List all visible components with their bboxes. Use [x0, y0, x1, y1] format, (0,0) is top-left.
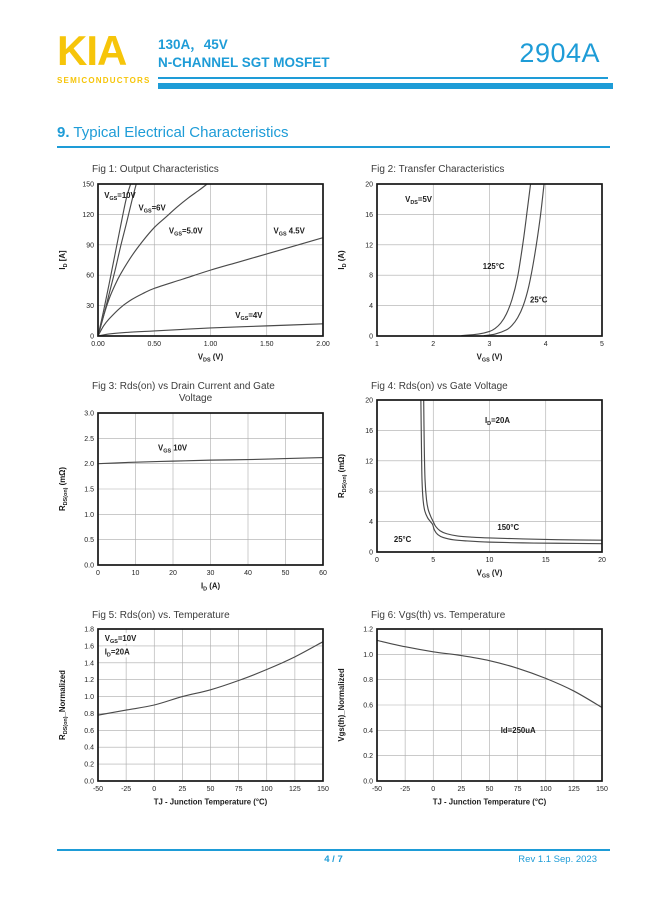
y-axis-label: $R_{DS(on)}$ (mΩ) — [337, 453, 348, 499]
x-axis-label: $V_{DS}$ (V) — [197, 352, 224, 363]
svg-text:0: 0 — [431, 786, 436, 793]
chart-vgsth-vs-temperature — [335, 622, 614, 818]
svg-text:-25: -25 — [400, 786, 411, 793]
annotation: 25°C — [393, 535, 412, 545]
chart-rdson-vs-temperature — [56, 622, 335, 818]
figure-rdson-vs-drain-current — [56, 381, 335, 602]
svg-text:4: 4 — [369, 519, 373, 527]
y-axis-label: $I_D$ (A) — [337, 249, 348, 270]
svg-text:5: 5 — [600, 340, 604, 348]
svg-text:1.0: 1.0 — [84, 511, 94, 519]
svg-text:1.4: 1.4 — [84, 660, 94, 668]
svg-text:0.8: 0.8 — [363, 677, 373, 685]
figure-title-line: Fig 1: Output Characteristics — [92, 164, 219, 175]
svg-text:-50: -50 — [371, 786, 383, 793]
svg-text:1: 1 — [375, 340, 379, 348]
svg-text:12: 12 — [365, 458, 373, 466]
svg-text:90: 90 — [86, 241, 94, 249]
svg-text:20: 20 — [598, 557, 606, 564]
svg-text:150: 150 — [596, 786, 608, 793]
revision-label: Rev 1.1 Sep. 2023 — [518, 854, 597, 865]
figure-title — [56, 164, 335, 177]
grid — [377, 184, 602, 336]
tick-labels — [363, 627, 608, 794]
series-curve — [98, 184, 136, 336]
figure-title — [335, 610, 614, 623]
svg-text:12: 12 — [365, 241, 373, 249]
svg-text:1.0: 1.0 — [363, 651, 373, 659]
annotation: $I_D=20A$ — [104, 647, 130, 659]
page-number: 4 / 7 — [324, 854, 343, 865]
svg-text:10: 10 — [131, 569, 140, 577]
kia-logo-text: KIA — [57, 27, 127, 74]
svg-text:0.0: 0.0 — [363, 778, 373, 786]
figure-vgsth-vs-temperature — [335, 610, 614, 819]
device-summary — [158, 36, 330, 72]
svg-text:0.6: 0.6 — [84, 727, 94, 735]
svg-text:1.00: 1.00 — [203, 340, 218, 348]
svg-text:0.5: 0.5 — [84, 536, 94, 544]
svg-text:30: 30 — [86, 302, 94, 310]
svg-text:2.5: 2.5 — [84, 435, 94, 443]
device-type: N-CHANNEL SGT MOSFET — [158, 55, 330, 71]
svg-text:25: 25 — [457, 786, 466, 793]
y-axis-label: $R_{DS(on)}$ (mΩ) — [58, 466, 69, 511]
annotation: $V_{GS}=10V$ — [104, 190, 136, 202]
y-axis-label: $I_D$ [A] — [58, 249, 69, 270]
figure-transfer-characteristics — [335, 164, 614, 373]
annotation: 25°C — [530, 295, 548, 305]
svg-text:15: 15 — [541, 557, 550, 564]
figure-title-line: Fig 6: Vgs(th) vs. Temperature — [371, 609, 506, 621]
svg-text:25: 25 — [178, 786, 187, 793]
svg-text:16: 16 — [365, 211, 373, 219]
svg-text:0.6: 0.6 — [363, 702, 373, 710]
tick-labels — [82, 181, 330, 348]
svg-text:10: 10 — [485, 557, 494, 564]
figure-rdson-vs-temperature — [56, 610, 335, 819]
svg-text:4: 4 — [543, 340, 548, 348]
svg-text:1.2: 1.2 — [84, 677, 94, 685]
section-number: 9. — [57, 124, 70, 141]
figure-title-line: Voltage — [178, 393, 213, 404]
y-axis-label: $R_{DS(on)}\_Normalized$ — [58, 670, 69, 740]
header-rule-thick — [158, 83, 613, 89]
svg-text:0: 0 — [90, 333, 94, 340]
chart-transfer-characteristics — [335, 177, 614, 373]
annotation: $V_{GS}=5.0V$ — [168, 226, 203, 238]
svg-text:0: 0 — [96, 569, 100, 577]
tick-labels — [84, 410, 327, 577]
svg-text:3: 3 — [487, 340, 492, 348]
x-axis-label: $V_{GS}$ (V) — [476, 352, 503, 363]
svg-text:4: 4 — [369, 302, 373, 310]
svg-text:-25: -25 — [121, 786, 132, 793]
svg-text:1.50: 1.50 — [259, 340, 274, 348]
svg-text:150: 150 — [82, 181, 94, 188]
figure-title — [335, 381, 614, 394]
svg-text:0.00: 0.00 — [91, 340, 105, 348]
section-title: Typical Electrical Characteristics — [69, 124, 289, 141]
svg-text:75: 75 — [234, 786, 243, 793]
svg-text:0.4: 0.4 — [84, 744, 94, 752]
chart-rdson-vs-drain-current — [56, 406, 335, 602]
kia-logo-subtext: SEMICONDUCTORS — [57, 76, 151, 85]
annotation: $V_{GS}=10V$ — [104, 633, 137, 645]
figure-title-line: Fig 3: Rds(on) vs Drain Current and Gate — [92, 380, 275, 392]
series-curve — [484, 184, 544, 336]
svg-text:20: 20 — [169, 569, 177, 577]
svg-text:1.6: 1.6 — [84, 643, 94, 651]
svg-text:50: 50 — [206, 786, 215, 793]
svg-text:125: 125 — [568, 786, 580, 793]
annotation: $V_{GS}=4V$ — [235, 310, 263, 322]
annotation: $V_{GS}$ 10V — [158, 442, 188, 454]
svg-text:0.4: 0.4 — [363, 727, 373, 735]
svg-text:125: 125 — [289, 786, 301, 793]
x-axis-label: $I_D$ (A) — [200, 581, 221, 592]
svg-text:0.0: 0.0 — [84, 562, 94, 569]
figure-output-characteristics — [56, 164, 335, 373]
x-axis-label: TJ - Junction Temperature (°C) — [153, 797, 268, 807]
svg-text:20: 20 — [365, 181, 373, 188]
kia-logo — [57, 27, 167, 85]
svg-text:8: 8 — [369, 488, 373, 496]
figure-title — [56, 381, 335, 406]
svg-text:2: 2 — [431, 340, 436, 348]
annotation: $V_{GS}=6V$ — [138, 202, 166, 214]
figure-title-line: Fig 2: Transfer Characteristics — [371, 164, 505, 175]
y-axis-label: Vgs(th)_Normalized — [337, 668, 346, 742]
figure-title-line: Fig 5: Rds(on) vs. Temperature — [92, 609, 230, 621]
svg-text:-50: -50 — [92, 786, 104, 793]
figure-title — [335, 164, 614, 177]
svg-text:1.0: 1.0 — [84, 694, 94, 702]
svg-text:2.0: 2.0 — [84, 460, 94, 468]
x-axis-label: TJ - Junction Temperature (°C) — [432, 797, 547, 807]
svg-text:0.50: 0.50 — [147, 340, 162, 348]
x-axis-label: $V_{GS}$ (V) — [476, 568, 503, 580]
footer-rule — [57, 849, 610, 851]
svg-text:0: 0 — [375, 557, 379, 564]
annotation: Id=250uA — [500, 725, 536, 735]
svg-text:60: 60 — [86, 272, 94, 280]
device-rating: 130A，45V — [158, 37, 228, 52]
svg-text:16: 16 — [365, 427, 373, 435]
annotation: $V_{DS}=5V$ — [405, 194, 433, 206]
svg-text:0: 0 — [152, 786, 157, 793]
series-curve — [424, 400, 602, 540]
svg-text:1.8: 1.8 — [84, 626, 94, 634]
svg-text:75: 75 — [513, 786, 522, 793]
figure-rdson-vs-gate-voltage — [335, 381, 614, 602]
svg-text:8: 8 — [369, 272, 373, 280]
annotation: $I_D=20A$ — [485, 415, 510, 427]
svg-text:0: 0 — [369, 549, 373, 557]
figures-grid — [56, 164, 614, 818]
grid — [98, 184, 323, 336]
annotation: 125°C — [482, 261, 505, 271]
svg-text:20: 20 — [365, 397, 373, 405]
part-number: 2904A — [519, 38, 600, 68]
grid — [377, 629, 602, 781]
svg-text:3.0: 3.0 — [84, 410, 94, 417]
chart-rdson-vs-gate-voltage — [335, 393, 614, 589]
figure-title — [56, 610, 335, 623]
grid — [98, 413, 323, 565]
chart-output-characteristics — [56, 177, 335, 373]
svg-text:1.2: 1.2 — [363, 626, 373, 634]
section-heading — [57, 124, 610, 148]
svg-text:30: 30 — [206, 569, 215, 577]
svg-text:2.00: 2.00 — [316, 340, 330, 348]
header-rule-thin — [158, 77, 608, 79]
svg-text:100: 100 — [539, 786, 552, 793]
svg-text:5: 5 — [431, 557, 436, 564]
svg-text:0.2: 0.2 — [84, 761, 94, 769]
annotation: 150°C — [497, 522, 520, 532]
figure-title-line: Fig 4: Rds(on) vs Gate Voltage — [371, 380, 508, 392]
svg-text:100: 100 — [260, 786, 273, 793]
series-group — [461, 184, 544, 336]
svg-text:0.2: 0.2 — [363, 753, 373, 761]
svg-text:0: 0 — [369, 333, 373, 340]
svg-text:1.5: 1.5 — [84, 486, 94, 493]
svg-text:120: 120 — [82, 211, 94, 219]
svg-text:50: 50 — [485, 786, 494, 793]
svg-text:50: 50 — [281, 569, 290, 577]
svg-text:0.8: 0.8 — [84, 710, 94, 718]
annotation: $V_{GS}$ 4.5V — [273, 226, 305, 238]
svg-text:60: 60 — [319, 569, 327, 577]
svg-text:0.0: 0.0 — [84, 778, 94, 786]
svg-text:40: 40 — [244, 569, 252, 577]
svg-text:150: 150 — [317, 786, 329, 793]
